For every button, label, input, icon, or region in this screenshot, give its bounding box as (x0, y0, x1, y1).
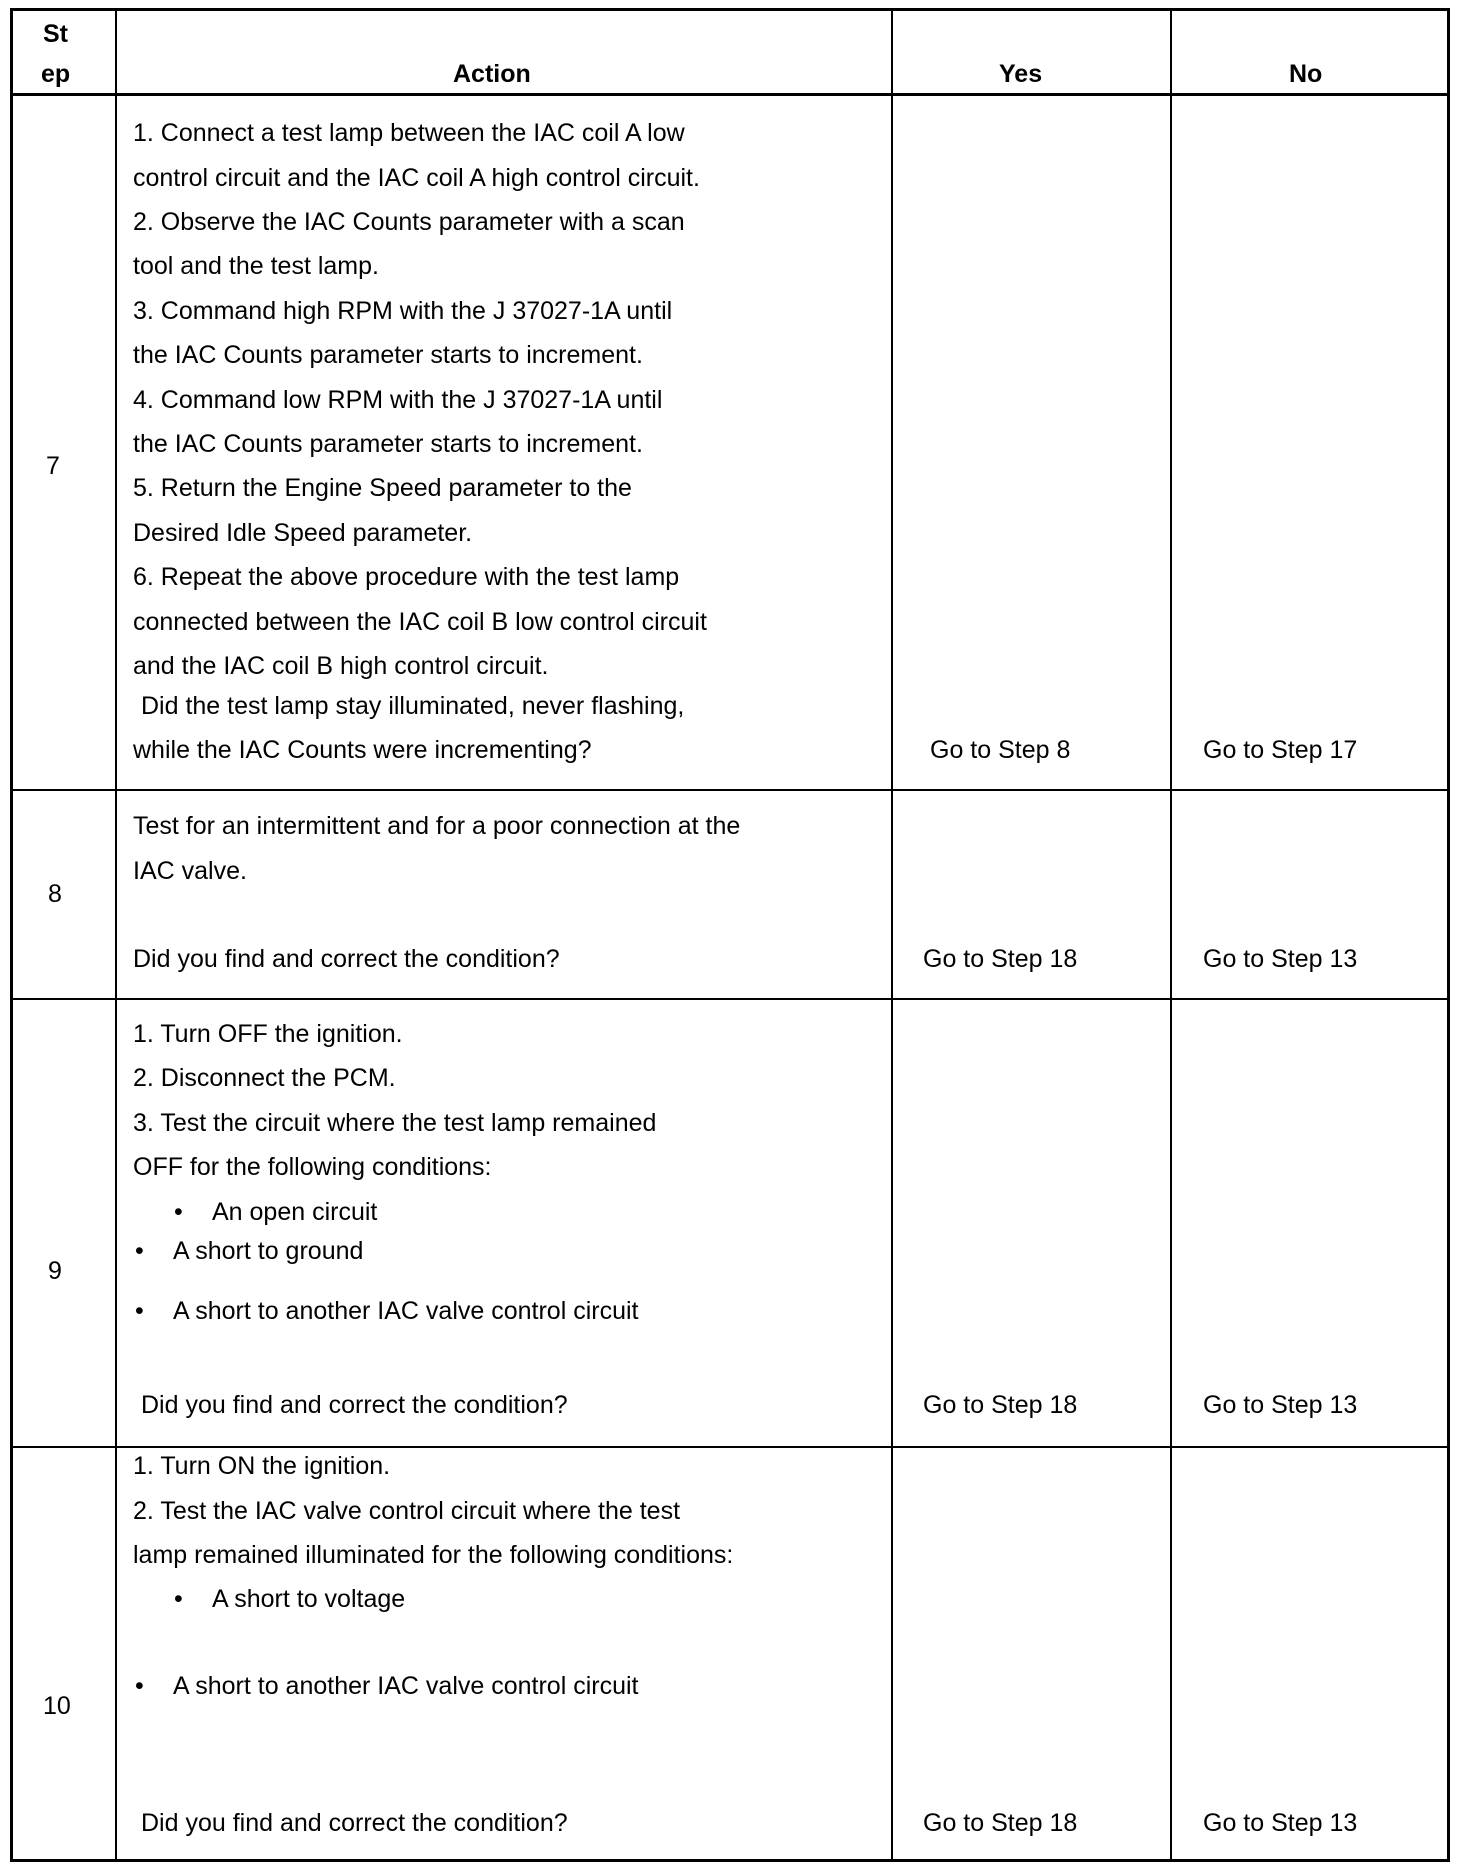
action-line: 5. Return the Engine Speed parameter to the (133, 474, 632, 502)
action-line: 6. Repeat the above procedure with the test lamp (133, 563, 680, 591)
header-action: Action (453, 60, 531, 88)
action-line: lamp remained illuminated for the following conditions: (133, 1541, 734, 1569)
action-line: 1. Turn ON the ignition. (133, 1452, 391, 1480)
action-question: while the IAC Counts were incrementing? (133, 736, 592, 764)
no-result-8: Go to Step 13 (1203, 945, 1358, 973)
yes-result-10: Go to Step 18 (923, 1809, 1078, 1837)
no-result-9: Go to Step 13 (1203, 1391, 1358, 1419)
action-line: the IAC Counts parameter starts to increment. (133, 341, 643, 369)
action-line: IAC valve. (133, 857, 247, 885)
row-divider-9 (13, 1446, 1447, 1448)
action-question: Did you find and correct the condition? (141, 1809, 568, 1837)
action-line: 1. Turn OFF the ignition. (133, 1020, 403, 1048)
action-question: Did the test lamp stay illuminated, never flashing, (141, 692, 685, 720)
yes-result-9: Go to Step 18 (923, 1391, 1078, 1419)
condition-item: A short to ground (173, 1237, 364, 1265)
no-result-10: Go to Step 13 (1203, 1809, 1358, 1837)
step-number-9: 9 (48, 1257, 62, 1285)
action-line: and the IAC coil B high control circuit. (133, 652, 549, 680)
header-yes: Yes (999, 60, 1043, 88)
column-divider-yes (1170, 11, 1172, 1859)
diagnostic-table (10, 8, 1450, 1862)
action-question: Did you find and correct the condition? (133, 945, 560, 973)
action-line: Desired Idle Speed parameter. (133, 519, 473, 547)
condition-item: A short to another IAC valve control circuit (173, 1297, 639, 1325)
bullet-icon: • (135, 1297, 144, 1325)
action-line: 2. Disconnect the PCM. (133, 1064, 396, 1092)
action-line: 3. Test the circuit where the test lamp remained (133, 1109, 657, 1137)
header-step-line1: St (43, 20, 68, 48)
action-line: the IAC Counts parameter starts to increment. (133, 430, 643, 458)
bullet-icon: • (174, 1585, 183, 1613)
action-line: 4. Command low RPM with the J 37027-1A until (133, 386, 663, 414)
action-line: tool and the test lamp. (133, 252, 379, 280)
column-divider-action (891, 11, 893, 1859)
header-divider (13, 93, 1447, 96)
no-result-7: Go to Step 17 (1203, 736, 1358, 764)
column-divider-step (115, 11, 117, 1859)
condition-item: A short to another IAC valve control circuit (173, 1672, 639, 1700)
action-line: control circuit and the IAC coil A high control circuit. (133, 164, 700, 192)
action-line: 1. Connect a test lamp between the IAC coil A low (133, 119, 685, 147)
step-number-7: 7 (46, 452, 60, 480)
bullet-icon: • (174, 1198, 183, 1226)
action-question: Did you find and correct the condition? (141, 1391, 568, 1419)
header-step-line2: ep (41, 60, 71, 88)
step-number-8: 8 (48, 880, 62, 908)
yes-result-7: Go to Step 8 (930, 736, 1071, 764)
step-number-10: 10 (43, 1692, 71, 1720)
action-line: 3. Command high RPM with the J 37027-1A until (133, 297, 673, 325)
action-line: 2. Test the IAC valve control circuit where the test (133, 1497, 681, 1525)
row-divider-7 (13, 789, 1447, 791)
yes-result-8: Go to Step 18 (923, 945, 1078, 973)
action-line: OFF for the following conditions: (133, 1153, 492, 1181)
action-line: Test for an intermittent and for a poor connection at the (133, 812, 741, 840)
header-no: No (1289, 60, 1323, 88)
row-divider-8 (13, 998, 1447, 1000)
condition-item: A short to voltage (212, 1585, 406, 1613)
action-line: 2. Observe the IAC Counts parameter with a scan (133, 208, 685, 236)
action-line: connected between the IAC coil B low control circuit (133, 608, 707, 636)
bullet-icon: • (135, 1672, 144, 1700)
bullet-icon: • (135, 1237, 144, 1265)
condition-item: An open circuit (212, 1198, 378, 1226)
